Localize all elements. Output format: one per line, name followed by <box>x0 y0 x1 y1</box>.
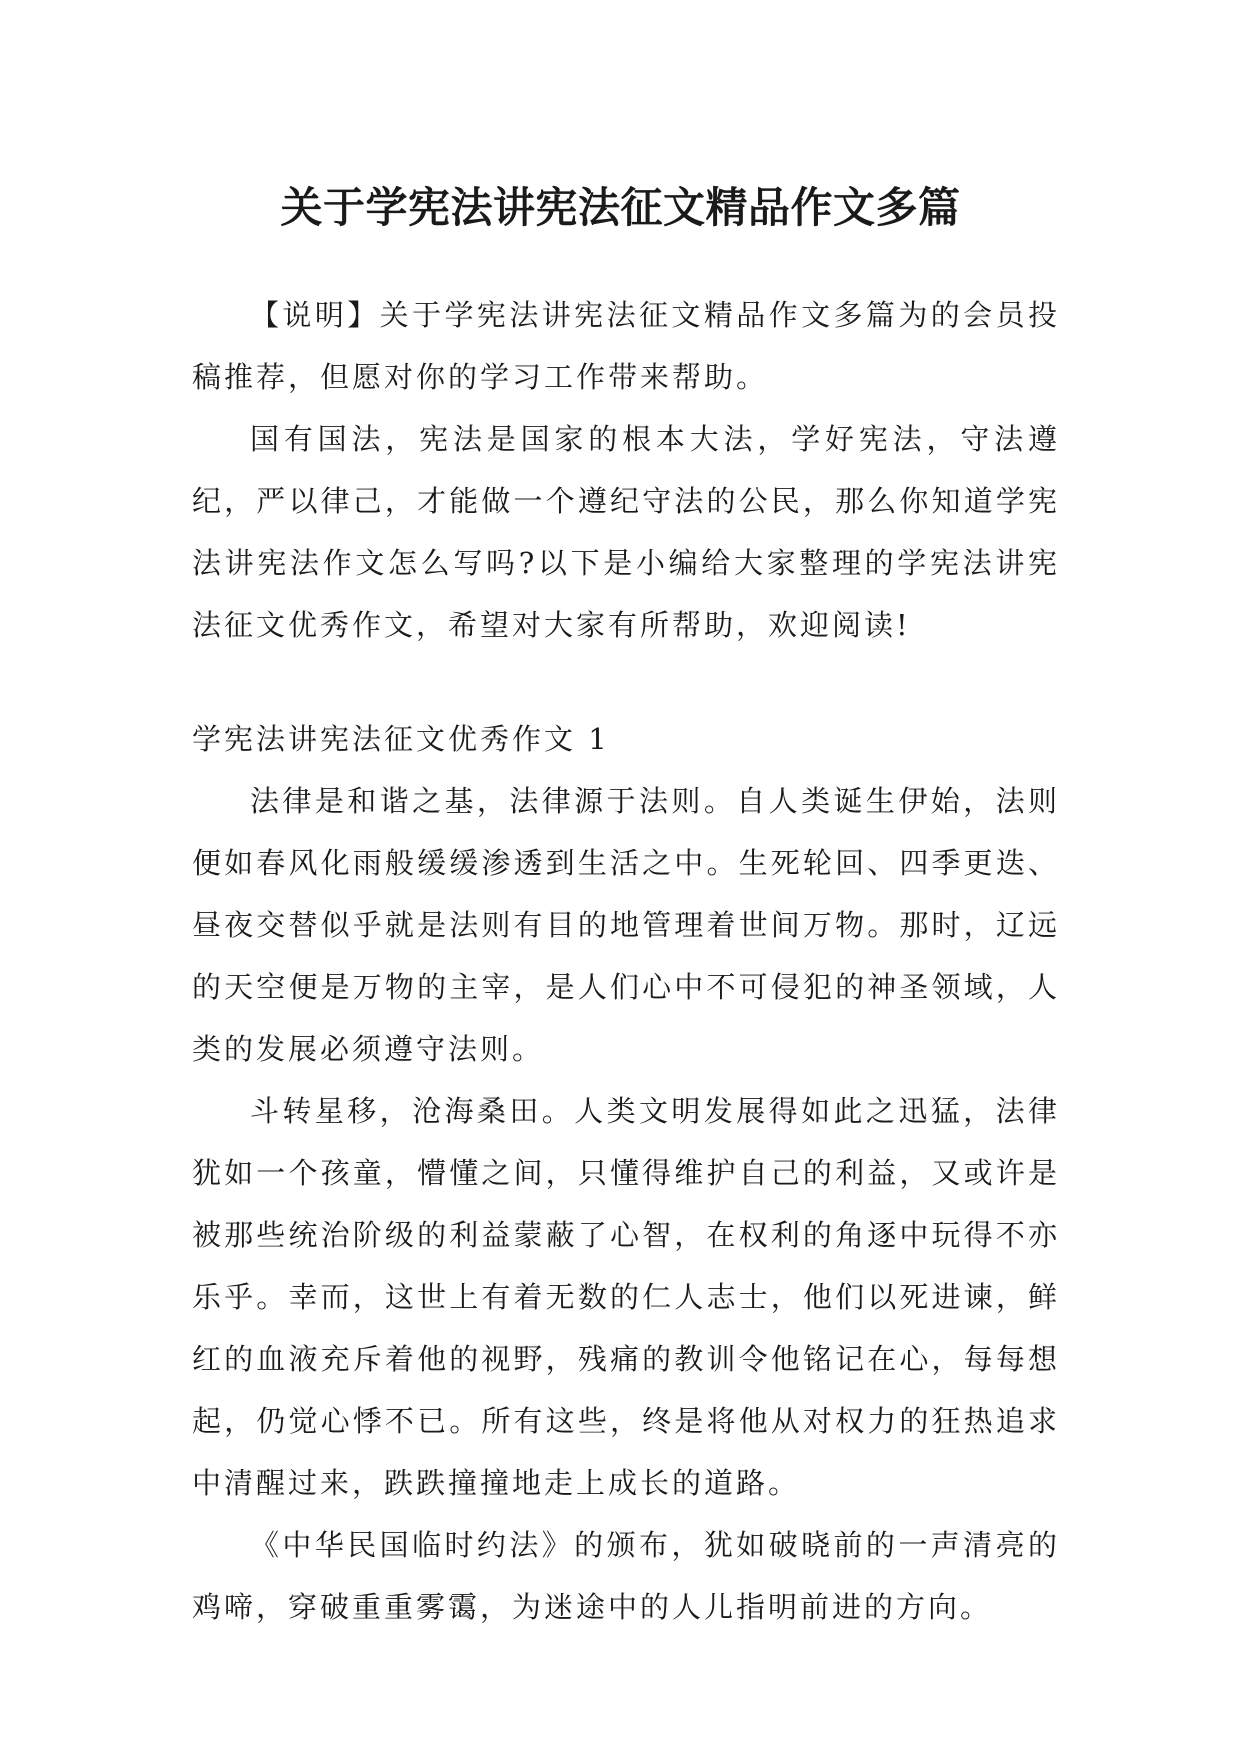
body-paragraph: 斗转星移，沧海桑田。人类文明发展得如此之迅猛，法律犹如一个孩童，懵懂之间，只懂得维护自己的利益，又或许是被那些统治阶级的利益蒙蔽了心智，在权利的角逐中玩得不亦乐乎。幸而，这世上有着无数的仁人志士，他们以死进谏，鲜红的血液充斥着他的视野，残痛的教训令他铭记在心，每每想起，仍觉心悸不已。所有这些，终是将他从对权力的狂热追求中清醒过来，跌跌撞撞地走上成长的道路。 <box>192 1094 1060 1500</box>
preface-paragraph: 国有国法，宪法是国家的根本大法，学好宪法，守法遵纪，严以律己，才能做一个遵纪守法的公民，那么你知道学宪法讲宪法作文怎么写吗?以下是小编给大家整理的学宪法讲宪法征文优秀作文，希望对大家有所帮助，欢迎阅读! <box>192 422 1060 642</box>
body-paragraph: 法律是和谐之基，法律源于法则。自人类诞生伊始，法则便如春风化雨般缓缓渗透到生活之中。生死轮回、四季更迭、昼夜交替似乎就是法则有目的地管理着世间万物。那时，辽远的天空便是万物的主宰，是人们心中不可侵犯的神圣领域，人类的发展必须遵守法则。 <box>192 784 1060 1066</box>
section-heading: 学宪法讲宪法征文优秀作文 1 <box>192 722 610 756</box>
document-body <box>192 284 1060 1638</box>
document-title: 关于学宪法讲宪法征文精品作文多篇 <box>280 183 961 233</box>
intro-paragraph: 【说明】关于学宪法讲宪法征文精品作文多篇为的会员投稿推荐，但愿对你的学习工作带来帮助。 <box>192 298 1060 394</box>
body-paragraph: 《中华民国临时约法》的颁布，犹如破晓前的一声清亮的鸡啼，穿破重重雾霭，为迷途中的人儿指明前进的方向。 <box>192 1528 1060 1624</box>
